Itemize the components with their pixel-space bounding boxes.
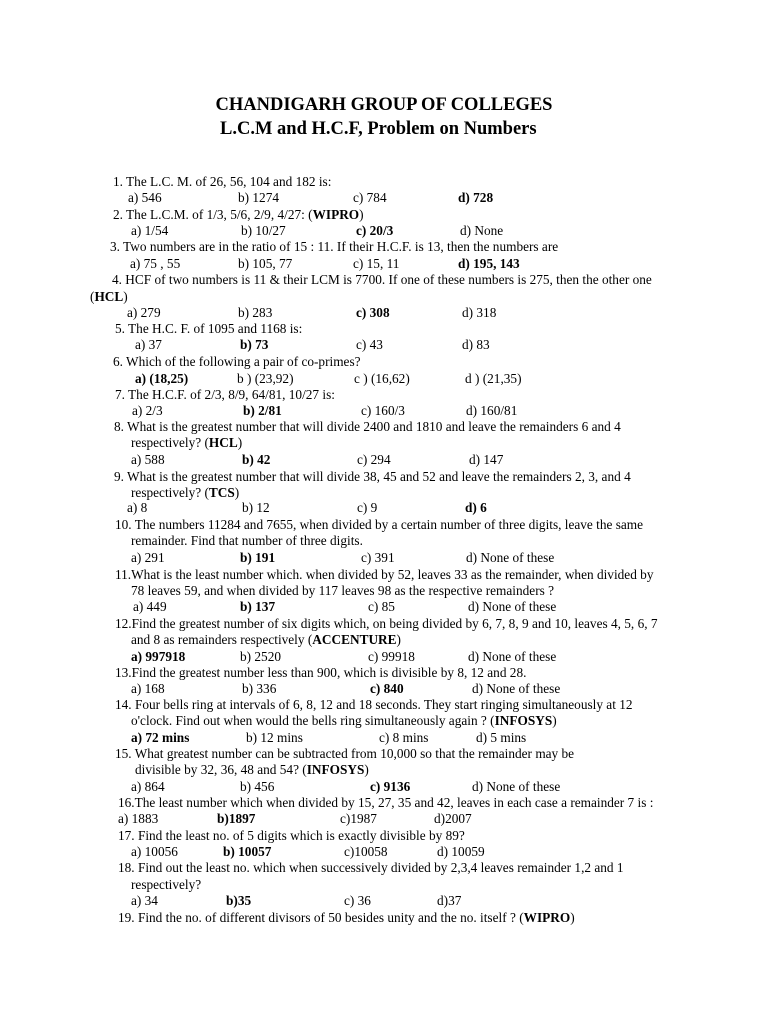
q6-option-d: d ) (21,35): [465, 371, 522, 386]
q16-option-b: b)1897: [217, 811, 256, 826]
q14-company-tag: INFOSYS: [494, 713, 553, 728]
q15-option-d: d) None of these: [472, 779, 561, 794]
q15-option-b: b) 456: [240, 779, 275, 794]
question-7: 7. The H.C.F. of 2/3, 8/9, 64/81, 10/27 is:: [115, 387, 335, 402]
q2-option-c: c) 20/3: [356, 223, 394, 238]
q3-option-b: b) 105, 77: [238, 256, 293, 271]
q2-option-d: d) None: [460, 223, 504, 238]
q14-option-a: a) 72 mins: [131, 730, 190, 745]
question-9: 9. What is the greatest number that will divide 38, 45 and 52 and leave the remainders 2, 3, and 4: [114, 469, 631, 484]
q16-option-c: c)1987: [340, 811, 377, 826]
q17-option-c: c)10058: [344, 844, 388, 859]
page-title: L.C.M and H.C.F, Problem on Numbers: [220, 119, 537, 139]
q13-option-b: b) 336: [242, 681, 277, 696]
question-3: 3. Two numbers are in the ratio of 15 : 11. If their H.C.F. is 13, then the numbers are: [110, 239, 559, 254]
question-4: 4. HCF of two numbers is 11 & their LCM is 7700. If one of these numbers is 275, then the other one: [112, 272, 652, 287]
question-14: 14. Four bells ring at intervals of 6, 8, 12 and 18 seconds. They start ringing simultaneously at 12: [115, 697, 633, 712]
question-12: 12.Find the greatest number of six digits which, on being divided by 6, 7, 8, 9 and 10, leaves 4, 5, 6, 7: [115, 616, 658, 631]
q2-company-tag: WIPRO: [312, 207, 360, 222]
q10-option-c: c) 391: [361, 550, 395, 565]
q4-option-c: c) 308: [356, 305, 390, 320]
q2-option-b: b) 10/27: [241, 223, 286, 238]
q1-option-c: c) 784: [353, 190, 387, 205]
q12-option-a: a) 997918: [131, 649, 186, 664]
question-5: 5. The H.C. F. of 1095 and 1168 is:: [115, 321, 303, 336]
question-16: 16.The least number which when divided by 15, 27, 35 and 42, leaves in each case a remainder 7 is :: [118, 795, 654, 810]
q2-option-a: a) 1/54: [131, 223, 169, 238]
q8-company-tag: HCL: [208, 435, 238, 450]
q17-option-d: d) 10059: [437, 844, 485, 859]
question-14-continued: o'clock. Find out when would the bells ring simultaneously again ? (INFOSYS): [131, 713, 557, 728]
question-11: 11.What is the least number which. when divided by 52, leaves 33 as the remainder, when divided by: [115, 567, 654, 582]
q8-option-c: c) 294: [357, 452, 391, 467]
q14-option-c: c) 8 mins: [379, 730, 429, 745]
q18-option-b: b)35: [226, 893, 252, 908]
q6-option-c: c ) (16,62): [354, 371, 410, 386]
q16-option-d: d)2007: [434, 811, 472, 826]
question-15-continued: divisible by 32, 36, 48 and 54? (INFOSYS): [135, 762, 369, 777]
q7-option-c: c) 160/3: [361, 403, 405, 418]
question-11-continued: 78 leaves 59, and when divided by 117 leaves 98 as the respective remainders ?: [131, 583, 555, 598]
q13-option-a: a) 168: [131, 681, 165, 696]
question-12-continued: and 8 as remainders respectively (ACCENTURE): [131, 632, 401, 647]
q11-option-a: a) 449: [133, 599, 167, 614]
q6-option-b: b ) (23,92): [237, 371, 294, 386]
q18-option-d: d)37: [437, 893, 462, 908]
question-2: 2. The L.C.M. of 1/3, 5/6, 2/9, 4/27: (WIPRO): [113, 207, 364, 222]
q4-option-a: a) 279: [127, 305, 161, 320]
q14-option-b: b) 12 mins: [246, 730, 303, 745]
q1-option-b: b) 1274: [238, 190, 279, 205]
q5-option-c: c) 43: [356, 337, 383, 352]
q15-company-tag: INFOSYS: [306, 762, 365, 777]
q8-option-d: d) 147: [469, 452, 504, 467]
q12-option-d: d) None of these: [468, 649, 557, 664]
q14-option-d: d) 5 mins: [476, 730, 527, 745]
q17-option-a: a) 10056: [131, 844, 178, 859]
q13-option-c: c) 840: [370, 681, 404, 696]
q15-option-a: a) 864: [131, 779, 165, 794]
question-4-continued: (HCL): [90, 289, 128, 304]
q4-option-b: b) 283: [238, 305, 273, 320]
college-title: CHANDIGARH GROUP OF COLLEGES: [215, 95, 553, 115]
q15-option-c: c) 9136: [370, 779, 411, 794]
q7-option-d: d) 160/81: [466, 403, 518, 418]
question-10: 10. The numbers 11284 and 7655, when divided by a certain number of three digits, leave the same: [115, 517, 644, 532]
question-1: 1. The L.C. M. of 26, 56, 104 and 182 is:: [113, 174, 332, 189]
q16-option-a: a) 1883: [118, 811, 159, 826]
q5-option-b: b) 73: [240, 337, 269, 352]
q10-option-b: b) 191: [240, 550, 276, 565]
question-8: 8. What is the greatest number that will divide 2400 and 1810 and leave the remainders 6 and 4: [114, 419, 621, 434]
q9-company-tag: TCS: [208, 485, 235, 500]
question-18: 18. Find out the least no. which when successively divided by 2,3,4 leaves remainder 1,2 and 1: [118, 860, 624, 875]
q7-option-b: b) 2/81: [243, 403, 282, 418]
q8-option-b: b) 42: [242, 452, 271, 467]
question-9-continued: respectively? (TCS): [131, 485, 240, 500]
q18-option-c: c) 36: [344, 893, 371, 908]
q5-option-a: a) 37: [135, 337, 162, 352]
q3-option-d: d) 195, 143: [458, 256, 520, 271]
q10-option-d: d) None of these: [466, 550, 555, 565]
question-19: 19. Find the no. of different divisors of 50 besides unity and the no. itself ? (WIPRO): [118, 910, 575, 925]
q5-option-d: d) 83: [462, 337, 490, 352]
q11-option-c: c) 85: [368, 599, 395, 614]
q11-option-b: b) 137: [240, 599, 276, 614]
q9-option-c: c) 9: [357, 500, 378, 515]
q9-option-a: a) 8: [127, 500, 148, 515]
question-15: 15. What greatest number can be subtracted from 10,000 so that the remainder may be: [115, 746, 575, 761]
q1-option-a: a) 546: [128, 190, 162, 205]
q18-option-a: a) 34: [131, 893, 158, 908]
q10-option-a: a) 291: [131, 550, 165, 565]
question-6: 6. Which of the following a pair of co-primes?: [113, 354, 361, 369]
q13-option-d: d) None of these: [472, 681, 561, 696]
question-13: 13.Find the greatest number less than 900, which is divisible by 8, 12 and 28.: [115, 665, 527, 680]
q8-option-a: a) 588: [131, 452, 165, 467]
q3-option-a: a) 75 , 55: [130, 256, 181, 271]
question-17: 17. Find the least no. of 5 digits which is exactly divisible by 89?: [118, 828, 465, 843]
q12-option-b: b) 2520: [240, 649, 281, 664]
q6-option-a: a) (18,25): [135, 371, 189, 386]
q4-option-d: d) 318: [462, 305, 497, 320]
question-18-continued: respectively?: [131, 877, 202, 892]
q3-option-c: c) 15, 11: [353, 256, 400, 271]
question-10-continued: remainder. Find that number of three digits.: [131, 533, 363, 548]
q11-option-d: d) None of these: [468, 599, 557, 614]
q9-option-b: b) 12: [242, 500, 270, 515]
q17-option-b: b) 10057: [223, 844, 272, 859]
q4-company-tag: HCL: [94, 289, 124, 304]
question-8-continued: respectively? (HCL): [131, 435, 243, 450]
q7-option-a: a) 2/3: [132, 403, 163, 418]
q12-company-tag: ACCENTURE: [312, 632, 397, 647]
q9-option-d: d) 6: [465, 500, 487, 515]
q19-company-tag: WIPRO: [523, 910, 571, 925]
q1-option-d: d) 728: [458, 190, 494, 205]
q12-option-c: c) 99918: [368, 649, 415, 664]
